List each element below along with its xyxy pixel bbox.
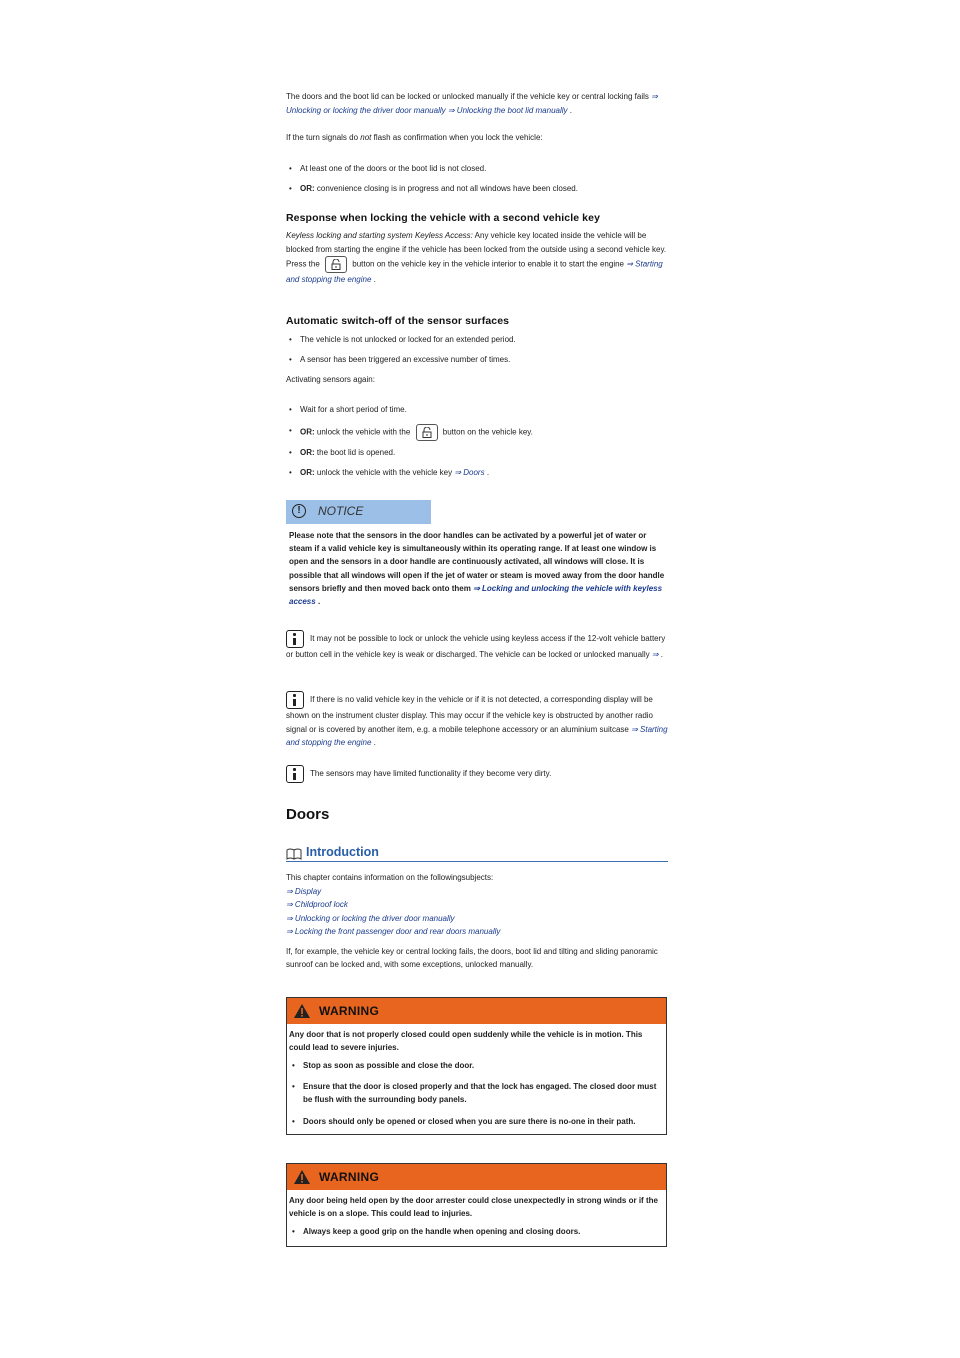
list-item: • Stop as soon as possible and close the door.: [289, 1059, 664, 1072]
warning-triangle-icon: [293, 1169, 311, 1185]
unlock-key-icon: [325, 256, 347, 273]
list-item: • OR: unlock the vehicle with the button on the vehicle key.: [286, 424, 668, 441]
notice-text: Please note that the sensors in the door handles can be activated by a powerful jet of water or steam if a valid vehicle key is simultaneously within its operating range. If at least one window is open and the sensors in a door handle are continuously activated, all windows will close. It is possible that all windows will open if the jet of water or steam is moved away from the door handle sensors briefly and then moved back onto them ⇒ Locking and unlocking the vehicle with keyless access .: [289, 531, 665, 607]
list-item: • At least one of the doors or the boot lid is not closed.: [286, 162, 668, 176]
info-icon: [286, 630, 304, 648]
section-heading-switch-off: Automatic switch-off of the sensor surfaces: [286, 315, 510, 327]
list-item: • Ensure that the door is closed properly and that the lock has engaged. The closed door must be flush with the surrounding body panels.: [289, 1080, 664, 1106]
warning-header: WARNING: [287, 998, 666, 1024]
link-driver-door-manual[interactable]: ⇒ Unlocking or locking the driver door manually: [286, 913, 455, 923]
list-item: • OR: the boot lid is opened.: [286, 446, 668, 460]
list-item: • Doors should only be opened or closed when you are sure there is no-one in their path.: [289, 1115, 664, 1128]
link-starting-stopping-engine[interactable]: ⇒ Starting and stopping the engine: [286, 724, 668, 747]
list-item: • The vehicle is not unlocked or locked for an extended period.: [286, 333, 668, 347]
unlock-key-icon: [416, 424, 438, 441]
link-unlock-driver-door[interactable]: ⇒ Unlocking or locking the driver door manually: [286, 92, 658, 115]
list-item: • OR: unlock the vehicle with the vehicle key ⇒ Doors .: [286, 466, 668, 480]
list-item: • A sensor has been triggered an excessive number of times.: [286, 353, 668, 367]
introduction-heading: Introduction: [286, 845, 668, 862]
info-note-2: If there is no valid vehicle key in the vehicle or if it is not detected, a corresponding display will be shown on the instrument cluster display. This may occur if the vehicle key is obstructed by another radio signal or is covered by another item, e.g. a mobile telephone accessory or an aluminium suitcase ⇒ Starting and stopping the engine .: [286, 691, 668, 750]
warning-box-2: WARNING Any door being held open by the door arrester could close unexpectedly in strong winds or if the vehicle is on a slope. This could lead to injuries. • Always keep a good grip on the handle when opening and closing doors.: [286, 1163, 667, 1247]
intro-text: The doors and the boot lid can be locked or unlocked manually if the vehicle key or central locking fails: [286, 92, 649, 101]
link-manual-unlock[interactable]: ⇒: [651, 650, 659, 659]
link-starting-stopping-engine[interactable]: ⇒ Starting and stopping the engine: [286, 259, 663, 284]
list-item: • Always keep a good grip on the handle when opening and closing doors.: [289, 1225, 664, 1238]
doors-heading: Doors: [286, 806, 330, 823]
list-item: • OR: convenience closing is in progress and not all windows have been closed.: [286, 182, 668, 196]
link-passenger-rear-doors-manual[interactable]: ⇒ Locking the front passenger door and rear doors manually: [286, 927, 501, 936]
list-item: • Wait for a short period of time.: [286, 403, 668, 417]
info-icon: [286, 765, 304, 783]
info-note-3: The sensors may have limited functionality if they become very dirty.: [286, 765, 668, 783]
notice-header: [286, 500, 431, 524]
book-icon: [286, 848, 302, 860]
link-display[interactable]: ⇒ Display: [286, 886, 322, 896]
link-unlock-boot-lid[interactable]: ⇒ Unlocking the boot lid manually: [447, 105, 568, 115]
turn-signals-paragraph: If the turn signals do not flash as confirmation when you lock the vehicle:: [286, 133, 543, 142]
exclamation-circle-icon: !: [292, 504, 306, 518]
link-keyless-access[interactable]: ⇒ Locking and unlocking the vehicle with keyless access: [289, 583, 663, 607]
notice-label: NOTICE: [318, 504, 364, 518]
chapter-contents: This chapter contains information on the followingsubjects: ⇒ Display ⇒ Childproof lock ⇒ Unlocking or locking the driver door manually ⇒ Locking the front passenger door and rear doors manually If, for example, the vehicle key or central locking fails, the doors, boot lid and tilting and sliding panoramic sunroof can be locked and, with some exceptions, unlocked manually.: [286, 871, 668, 972]
warning-header: WARNING: [287, 1164, 666, 1190]
intro-paragraph: The doors and the boot lid can be locked or unlocked manually if the vehicle key or central locking fails ⇒ Unlocking or locking the driver door manually ⇒ Unlocking the boot lid manually .: [286, 92, 658, 115]
info-note-1: It may not be possible to lock or unlock the vehicle using keyless access if the 12-volt vehicle battery or button cell in the vehicle key is weak or discharged. The vehicle can be locked or unlocked manually ⇒ .: [286, 630, 668, 662]
warning-triangle-icon: [293, 1003, 311, 1019]
link-doors[interactable]: ⇒ Doors: [454, 468, 485, 477]
activating-label: Activating sensors again:: [286, 375, 375, 384]
section-heading-second-key: Response when locking the vehicle with a second vehicle key: [286, 212, 601, 224]
link-childproof-lock[interactable]: ⇒ Childproof lock: [286, 900, 348, 909]
warning-box-1: WARNING Any door that is not properly closed could open suddenly while the vehicle is in motion. This could lead to severe injuries. • Stop as soon as possible and close the door. • Ensure that the door is closed properly and that the lock has engaged. The closed door must be flush with the surrounding body panels. • Doors should only be opened or closed when you are sure there is no-one in their path.: [286, 997, 667, 1135]
info-icon: [286, 691, 304, 709]
second-key-paragraph: Keyless locking and starting system Keyless Access: Any vehicle key located inside the vehicle will be blocked from starting the engine if the vehicle has been locked from the outside using a second vehicle key. Press the button on the vehicle key in the vehicle interior to enable it to start the engine ⇒ Starting and stopping the engine .: [286, 231, 667, 284]
